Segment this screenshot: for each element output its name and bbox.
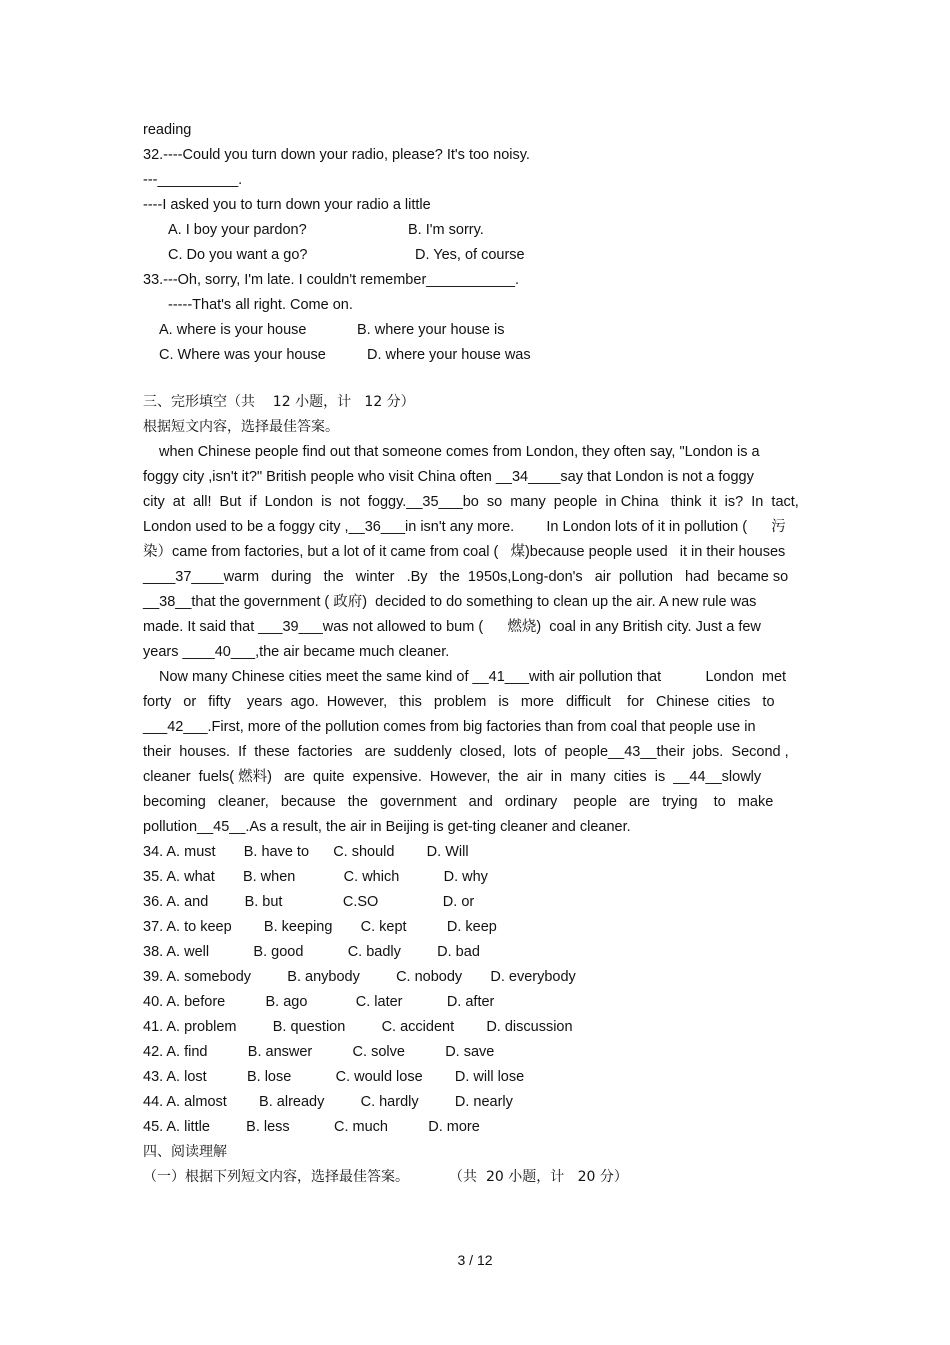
option-b: B. where your house is bbox=[357, 322, 505, 338]
question-45-options: 45. A. little B. less C. much D. more bbox=[143, 1119, 480, 1135]
question-40-options: 40. A. before B. ago C. later D. after bbox=[143, 994, 495, 1010]
passage-line: __38__that the government ( 政府) decided to do something to clean up the air. A new rule was bbox=[143, 594, 757, 610]
option-b: B. I'm sorry. bbox=[408, 222, 484, 238]
options-row bbox=[143, 218, 808, 243]
option-c: C. Where was your house bbox=[159, 347, 326, 363]
text-line: -----That's all right. Come on. bbox=[168, 297, 353, 313]
passage-line: made. It said that ___39___was not allowed to bum ( 燃烧) coal in any British city. Just a few bbox=[143, 619, 761, 635]
section-4-instruction: （一）根据下列短文内容，选择最佳答案。 （共 20 小题，计 20 分） bbox=[143, 1169, 628, 1185]
option-a: A. I boy your pardon? bbox=[168, 222, 307, 238]
option-d: D. Yes, of course bbox=[415, 247, 525, 263]
question-44-options: 44. A. almost B. already C. hardly D. nearly bbox=[143, 1094, 513, 1110]
option-d: D. where your house was bbox=[367, 347, 531, 363]
options-row bbox=[143, 343, 808, 368]
question-39-options: 39. A. somebody B. anybody C. nobody D. everybody bbox=[143, 969, 576, 985]
passage-line: when Chinese people find out that someone comes from London, they often say, "London is a bbox=[159, 444, 760, 460]
text-line: ----I asked you to turn down your radio a little bbox=[143, 197, 431, 213]
question-34-options: 34. A. must B. have to C. should D. Will bbox=[143, 844, 469, 860]
passage-line: 染）came from factories, but a lot of it came from coal ( 煤)because people used it in their houses bbox=[143, 544, 786, 560]
document-page bbox=[143, 118, 808, 1190]
passage-line: years ____40___,the air became much cleaner. bbox=[143, 644, 450, 660]
passage-line: ___42___.First, more of the pollution comes from big factories than from coal that people use in bbox=[143, 719, 756, 735]
page-number: 3 / 12 bbox=[457, 1252, 493, 1268]
passage-line: forty or fifty years ago. However, this problem is more difficult for Chinese cities to bbox=[143, 694, 775, 710]
question-42-options: 42. A. find B. answer C. solve D. save bbox=[143, 1044, 495, 1060]
question-43-options: 43. A. lost B. lose C. would lose D. will lose bbox=[143, 1069, 525, 1085]
section-3-instruction: 根据短文内容，选择最佳答案。 bbox=[143, 419, 339, 435]
cloze-options bbox=[143, 840, 808, 1140]
option-c: C. Do you want a go? bbox=[168, 247, 308, 263]
passage-line: city at all! But if London is not foggy.__35___bo so many people in China think it is? In tact, bbox=[143, 494, 799, 510]
section-3-title: 三、完形填空（共 12 小题，计 12 分） bbox=[143, 394, 415, 410]
question-33: 33.---Oh, sorry, I'm late. I couldn't remember___________. bbox=[143, 272, 520, 288]
question-35-options: 35. A. what B. when C. which D. why bbox=[143, 869, 488, 885]
question-32: 32.----Could you turn down your radio, please? It's too noisy. bbox=[143, 147, 530, 163]
passage-line: foggy city ,isn't it?" British people who visit China often __34____say that London is not a foggy bbox=[143, 469, 754, 485]
text-line: reading bbox=[143, 122, 192, 138]
question-37-options: 37. A. to keep B. keeping C. kept D. keep bbox=[143, 919, 497, 935]
passage-line: becoming cleaner, because the government and ordinary people are trying to make bbox=[143, 794, 774, 810]
options-row bbox=[143, 318, 808, 343]
options-row bbox=[143, 243, 808, 268]
section-4-title: 四、阅读理解 bbox=[143, 1144, 227, 1160]
passage-line: London used to be a foggy city ,__36___in isn't any more. In London lots of it in pollution ( 污 bbox=[143, 519, 786, 535]
question-38-options: 38. A. well B. good C. badly D. bad bbox=[143, 944, 480, 960]
text-line: ---__________. bbox=[143, 172, 243, 188]
passage-line: cleaner fuels( 燃料) are quite expensive. However, the air in many cities is __44__slowly bbox=[143, 769, 762, 785]
passage-line: pollution__45__.As a result, the air in Beijing is get-ting cleaner and cleaner. bbox=[143, 819, 631, 835]
passage-line: ____37____warm during the winter .By the 1950s,Long-don's air pollution had became so bbox=[143, 569, 789, 585]
question-41-options: 41. A. problem B. question C. accident D. discussion bbox=[143, 1019, 573, 1035]
passage-line: their houses. If these factories are suddenly closed, lots of people__43__their jobs. Second , bbox=[143, 744, 789, 760]
passage-line: Now many Chinese cities meet the same kind of __41___with air pollution that London met bbox=[159, 669, 787, 685]
option-a: A. where is your house bbox=[159, 322, 307, 338]
question-36-options: 36. A. and B. but C.SO D. or bbox=[143, 894, 475, 910]
